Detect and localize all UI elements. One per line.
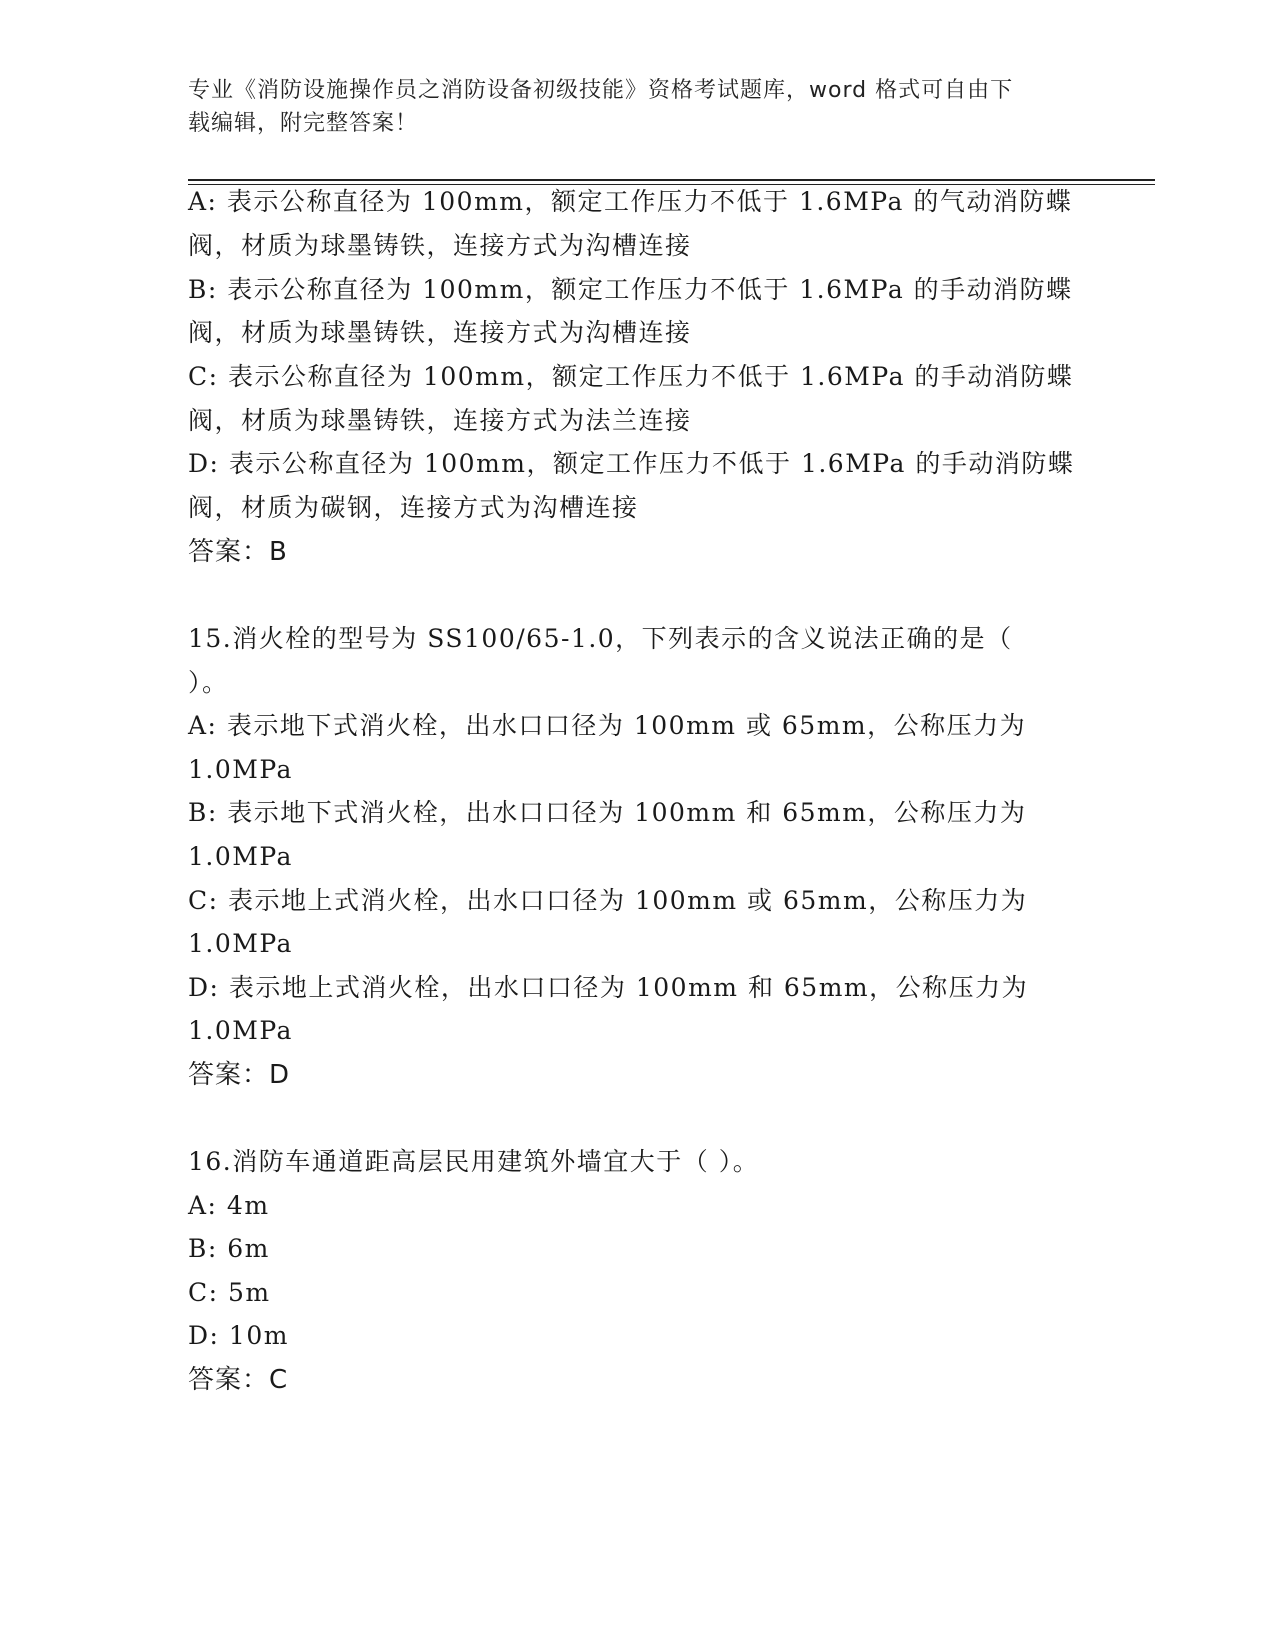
q14-option-c-line-2: 阀，材质为球墨铸铁，连接方式为法兰连接 xyxy=(188,406,692,435)
q15-option-b-line-1: B: 表示地下式消火栓，出水口口径为 100mm 和 65mm，公称压力为 xyxy=(188,798,1027,827)
q14-option-d-line-1: D: 表示公称直径为 100mm，额定工作压力不低于 1.6MPa 的手动消防蝶 xyxy=(188,449,1075,478)
q15-option-d-line-1: D: 表示地上式消火栓，出水口口径为 100mm 和 65mm，公称压力为 xyxy=(188,973,1029,1002)
q14-answer: 答案：B xyxy=(188,537,288,567)
q15-option-d-line-2: 1.0MPa xyxy=(188,1016,293,1045)
q16-option-c: C: 5m xyxy=(188,1278,271,1307)
header-line-2: 载编辑，附完整答案！ xyxy=(188,111,419,136)
header-divider-thick xyxy=(188,179,1155,181)
q15-option-a-line-1: A: 表示地下式消火栓，出水口口径为 100mm 或 65mm，公称压力为 xyxy=(188,711,1027,740)
q16-question: 16.消防车通道距高层民用建筑外墙宜大于（ ）。 xyxy=(188,1147,760,1176)
q15-option-a-line-2: 1.0MPa xyxy=(188,755,293,784)
header-line-1: 专业《消防设施操作员之消防设备初级技能》资格考试题库，word 格式可自由下 xyxy=(188,78,1014,103)
q15-option-c-line-2: 1.0MPa xyxy=(188,929,293,958)
document-header xyxy=(188,74,1068,140)
q15-option-b-line-2: 1.0MPa xyxy=(188,842,293,871)
q15-option-c-line-1: C: 表示地上式消火栓，出水口口径为 100mm 或 65mm，公称压力为 xyxy=(188,886,1028,915)
q16-option-a: A: 4m xyxy=(188,1191,270,1220)
q14-option-c-line-1: C: 表示公称直径为 100mm，额定工作压力不低于 1.6MPa 的手动消防蝶 xyxy=(188,362,1074,391)
q16-answer: 答案：C xyxy=(188,1365,289,1395)
q14-option-d-line-2: 阀，材质为碳钢，连接方式为沟槽连接 xyxy=(188,493,639,522)
header-divider-thin xyxy=(188,184,1155,185)
q14-option-a-line-1: A: 表示公称直径为 100mm，额定工作压力不低于 1.6MPa 的气动消防蝶 xyxy=(188,187,1073,216)
q15-question-line-2: ）。 xyxy=(188,668,229,697)
q15-answer: 答案：D xyxy=(188,1060,291,1090)
q16-option-b: B: 6m xyxy=(188,1234,270,1263)
q16-option-d: D: 10m xyxy=(188,1321,289,1350)
q14-option-b-line-2: 阀，材质为球墨铸铁，连接方式为沟槽连接 xyxy=(188,318,692,347)
q14-option-a-line-2: 阀，材质为球墨铸铁，连接方式为沟槽连接 xyxy=(188,231,692,260)
q14-option-b-line-1: B: 表示公称直径为 100mm，额定工作压力不低于 1.6MPa 的手动消防蝶 xyxy=(188,275,1073,304)
q15-question-line-1: 15.消火栓的型号为 SS100/65-1.0，下列表示的含义说法正确的是（ xyxy=(188,624,1013,653)
